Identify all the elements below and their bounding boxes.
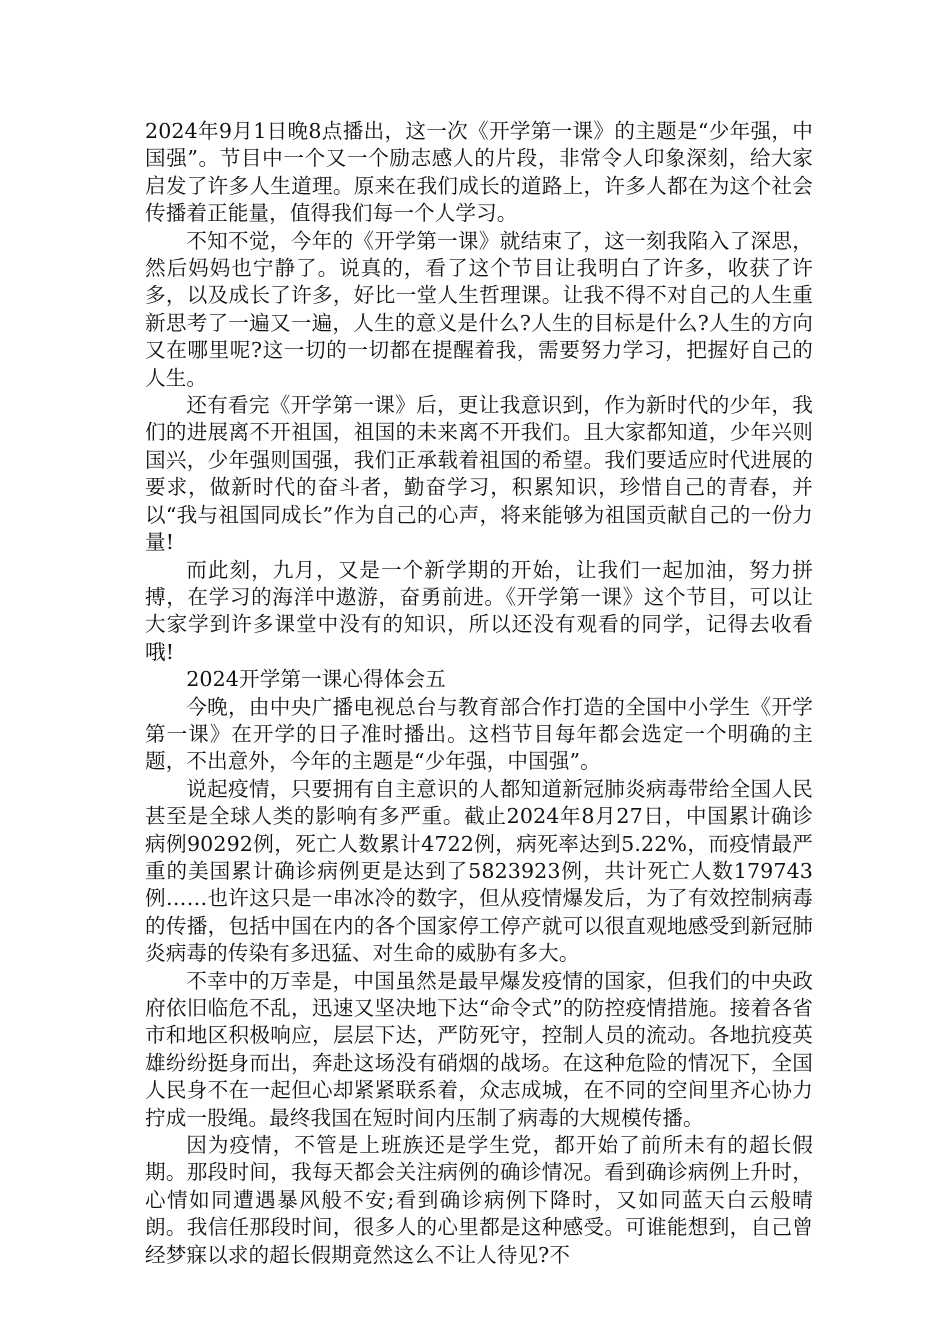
section-heading: 2024开学第一课心得体会五 [186, 667, 446, 692]
paragraph-7: 不幸中的万幸是，中国虽然是最早爆发疫情的国家，但我们的中央政府依旧临危不乱，迅速又坚决地下达“命令式”的防控疫情措施。接着各省市和地区积极响应，层层下达，严防死守，控制人员的流动。各地抗疫英雄纷纷挺身而出，奔赴这场没有硝烟的战场。在这种危险的情况下，全国人民身不在一起但心却紧紧联系着，众志成城，在不同的空间里齐心协力拧成一股绳。最终我国在短时间内压制了病毒的大规模传播。 [145, 968, 813, 1130]
paragraph-1: 2024年9月1日晚8点播出，这一次《开学第一课》的主题是“少年强，中国强”。节目中一个又一个励志感人的片段，非常令人印象深刻，给大家启发了许多人生道理。原来在我们成长的道路上，许多人都在为这个社会传播着正能量，值得我们每一个人学习。 [145, 119, 813, 226]
paragraph-8: 因为疫情，不管是上班族还是学生党，都开始了前所未有的超长假期。那段时间，我每天都会关注病例的确诊情况。看到确诊病例上升时，心情如同遭遇暴风般不安;看到确诊病例下降时，又如同蓝天白云般晴朗。我信任那段时间，很多人的心里都是这种感受。可谁能想到，自己曾经梦寐以求的超长假期竟然这么不让人待见?不 [145, 1133, 813, 1267]
paragraph-3: 还有看完《开学第一课》后，更让我意识到，作为新时代的少年，我们的进展离不开祖国，祖国的未来离不开我们。且大家都知道，少年兴则国兴，少年强则国强，我们正承载着祖国的希望。我们要适应时代进展的要求，做新时代的奋斗者，勤奋学习，积累知识，珍惜自己的青春，并以“我与祖国同成长”作为自己的心声，将来能够为祖国贡献自己的一份力量! [145, 393, 813, 555]
paragraph-6: 说起疫情，只要拥有自主意识的人都知道新冠肺炎病毒带给全国人民甚至是全球人类的影响有多严重。截止2024年8月27日，中国累计确诊病例90292例，死亡人数累计4722例，病死率达到5.22%，而疫情最严重的美国累计确诊病例更是达到了5823923例，共计死亡人数179743例……也许这只是一串冰冷的数字，但从疫情爆发后，为了有效控制病毒的传播，包括中国在内的各个国家停工停产就可以很直观地感受到新冠肺炎病毒的传染有多迅猛、对生命的威胁有多大。 [145, 776, 813, 966]
paragraph-2: 不知不觉，今年的《开学第一课》就结束了，这一刻我陷入了深思，然后妈妈也宁静了。说真的，看了这个节目让我明白了许多，收获了许多，以及成长了许多，好比一堂人生哲理课。让我不得不对自己的人生重新思考了一遍又一遍，人生的意义是什么?人生的目标是什么?人生的方向又在哪里呢?这一切的一切都在提醒着我，需要努力学习，把握好自己的人生。 [145, 228, 813, 390]
paragraph-4: 而此刻，九月，又是一个新学期的开始，让我们一起加油，努力拼搏，在学习的海洋中遨游，奋勇前进。《开学第一课》这个节目，可以让大家学到许多课堂中没有的知识，所以还没有观看的同学，记得去收看哦! [145, 557, 813, 664]
document-page [145, 118, 813, 1269]
paragraph-5: 今晚，由中央广播电视总台与教育部合作打造的全国中小学生《开学第一课》在开学的日子准时播出。这档节目每年都会选定一个明确的主题，不出意外，今年的主题是“少年强，中国强”。 [145, 694, 813, 774]
